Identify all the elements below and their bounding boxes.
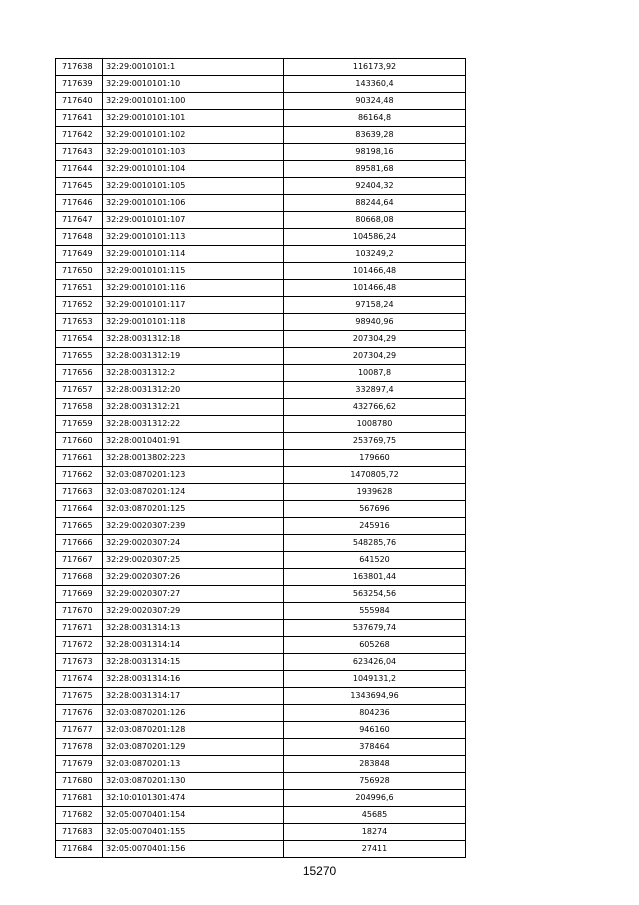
row-id-cell: 717675 xyxy=(56,688,103,705)
cadastral-number-cell: 32:29:0010101:100 xyxy=(103,93,284,110)
row-id-cell: 717668 xyxy=(56,569,103,586)
row-id-cell: 717679 xyxy=(56,756,103,773)
row-id-cell: 717677 xyxy=(56,722,103,739)
cadastral-value-cell: 163801,44 xyxy=(284,569,466,586)
cadastral-value-cell: 537679,74 xyxy=(284,620,466,637)
table-row xyxy=(56,586,466,603)
cadastral-number-cell: 32:29:0010101:103 xyxy=(103,144,284,161)
cadastral-value-cell: 45685 xyxy=(284,807,466,824)
cadastral-value-cell: 80668,08 xyxy=(284,212,466,229)
table-row xyxy=(56,382,466,399)
row-id-cell: 717648 xyxy=(56,229,103,246)
table-row xyxy=(56,824,466,841)
cadastral-number-cell: 32:29:0020307:27 xyxy=(103,586,284,603)
row-id-cell: 717643 xyxy=(56,144,103,161)
table-row xyxy=(56,841,466,858)
cadastral-value-cell: 207304,29 xyxy=(284,331,466,348)
cadastral-value-cell: 1343694,96 xyxy=(284,688,466,705)
row-id-cell: 717683 xyxy=(56,824,103,841)
cadastral-value-cell: 567696 xyxy=(284,501,466,518)
cadastral-value-cell: 605268 xyxy=(284,637,466,654)
cadastral-value-cell: 104586,24 xyxy=(284,229,466,246)
cadastral-number-cell: 32:29:0020307:24 xyxy=(103,535,284,552)
cadastral-number-cell: 32:29:0010101:101 xyxy=(103,110,284,127)
cadastral-value-cell: 98198,16 xyxy=(284,144,466,161)
cadastral-number-cell: 32:29:0010101:113 xyxy=(103,229,284,246)
row-id-cell: 717663 xyxy=(56,484,103,501)
cadastral-number-cell: 32:28:0031312:19 xyxy=(103,348,284,365)
table-row xyxy=(56,127,466,144)
table-row xyxy=(56,535,466,552)
cadastral-number-cell: 32:03:0870201:130 xyxy=(103,773,284,790)
cadastral-value-cell: 245916 xyxy=(284,518,466,535)
table-row xyxy=(56,671,466,688)
cadastral-number-cell: 32:29:0010101:118 xyxy=(103,314,284,331)
row-id-cell: 717639 xyxy=(56,76,103,93)
cadastral-value-cell: 378464 xyxy=(284,739,466,756)
cadastral-value-cell: 101466,48 xyxy=(284,263,466,280)
table-row xyxy=(56,756,466,773)
table-row xyxy=(56,807,466,824)
row-id-cell: 717664 xyxy=(56,501,103,518)
table-row xyxy=(56,501,466,518)
cadastral-number-cell: 32:29:0020307:239 xyxy=(103,518,284,535)
row-id-cell: 717665 xyxy=(56,518,103,535)
cadastral-number-cell: 32:28:0031314:17 xyxy=(103,688,284,705)
cadastral-value-cell: 204996,6 xyxy=(284,790,466,807)
cadastral-number-cell: 32:28:0010401:91 xyxy=(103,433,284,450)
cadastral-value-cell: 548285,76 xyxy=(284,535,466,552)
cadastral-number-cell: 32:29:0010101:105 xyxy=(103,178,284,195)
cadastral-value-cell: 1470805,72 xyxy=(284,467,466,484)
row-id-cell: 717670 xyxy=(56,603,103,620)
table-row xyxy=(56,484,466,501)
cadastral-value-cell: 1049131,2 xyxy=(284,671,466,688)
cadastral-number-cell: 32:29:0010101:115 xyxy=(103,263,284,280)
row-id-cell: 717680 xyxy=(56,773,103,790)
row-id-cell: 717641 xyxy=(56,110,103,127)
cadastral-number-cell: 32:29:0010101:104 xyxy=(103,161,284,178)
row-id-cell: 717654 xyxy=(56,331,103,348)
table-row xyxy=(56,416,466,433)
table-row xyxy=(56,59,466,76)
row-id-cell: 717678 xyxy=(56,739,103,756)
table-row xyxy=(56,110,466,127)
cadastral-value-cell: 90324,48 xyxy=(284,93,466,110)
row-id-cell: 717669 xyxy=(56,586,103,603)
row-id-cell: 717666 xyxy=(56,535,103,552)
table-row xyxy=(56,688,466,705)
cadastral-value-cell: 83639,28 xyxy=(284,127,466,144)
cadastral-number-cell: 32:28:0031314:13 xyxy=(103,620,284,637)
table-row xyxy=(56,569,466,586)
table-row xyxy=(56,144,466,161)
row-id-cell: 717673 xyxy=(56,654,103,671)
table-row xyxy=(56,348,466,365)
cadastral-value-cell: 88244,64 xyxy=(284,195,466,212)
row-id-cell: 717682 xyxy=(56,807,103,824)
row-id-cell: 717640 xyxy=(56,93,103,110)
table-row xyxy=(56,705,466,722)
cadastral-value-cell: 97158,24 xyxy=(284,297,466,314)
table-row xyxy=(56,433,466,450)
row-id-cell: 717650 xyxy=(56,263,103,280)
cadastral-value-cell: 563254,56 xyxy=(284,586,466,603)
cadastral-number-cell: 32:03:0870201:13 xyxy=(103,756,284,773)
cadastral-number-cell: 32:29:0020307:29 xyxy=(103,603,284,620)
cadastral-number-cell: 32:28:0031312:20 xyxy=(103,382,284,399)
cadastral-number-cell: 32:03:0870201:124 xyxy=(103,484,284,501)
table-row xyxy=(56,450,466,467)
table-row xyxy=(56,467,466,484)
cadastral-value-cell: 101466,48 xyxy=(284,280,466,297)
cadastral-number-cell: 32:29:0010101:116 xyxy=(103,280,284,297)
cadastral-number-cell: 32:29:0010101:107 xyxy=(103,212,284,229)
table-row xyxy=(56,178,466,195)
cadastral-number-cell: 32:28:0031312:22 xyxy=(103,416,284,433)
row-id-cell: 717638 xyxy=(56,59,103,76)
cadastral-number-cell: 32:29:0020307:26 xyxy=(103,569,284,586)
cadastral-value-cell: 92404,32 xyxy=(284,178,466,195)
row-id-cell: 717667 xyxy=(56,552,103,569)
cadastral-value-cell: 804236 xyxy=(284,705,466,722)
cadastral-number-cell: 32:29:0010101:1 xyxy=(103,59,284,76)
cadastral-number-cell: 32:29:0010101:117 xyxy=(103,297,284,314)
row-id-cell: 717655 xyxy=(56,348,103,365)
row-id-cell: 717651 xyxy=(56,280,103,297)
row-id-cell: 717672 xyxy=(56,637,103,654)
table-row xyxy=(56,518,466,535)
table-row xyxy=(56,229,466,246)
table-row xyxy=(56,603,466,620)
table-row xyxy=(56,93,466,110)
row-id-cell: 717656 xyxy=(56,365,103,382)
table-row xyxy=(56,195,466,212)
cadastral-number-cell: 32:05:0070401:156 xyxy=(103,841,284,858)
cadastral-number-cell: 32:03:0870201:126 xyxy=(103,705,284,722)
table-row xyxy=(56,263,466,280)
page-number: 15270 xyxy=(302,864,337,878)
cadastral-number-cell: 32:28:0031314:14 xyxy=(103,637,284,654)
table-row xyxy=(56,161,466,178)
cadastral-number-cell: 32:29:0020307:25 xyxy=(103,552,284,569)
row-id-cell: 717642 xyxy=(56,127,103,144)
cadastral-number-cell: 32:03:0870201:123 xyxy=(103,467,284,484)
cadastral-value-cell: 207304,29 xyxy=(284,348,466,365)
cadastral-value-cell: 18274 xyxy=(284,824,466,841)
table-row xyxy=(56,314,466,331)
row-id-cell: 717662 xyxy=(56,467,103,484)
table-row xyxy=(56,212,466,229)
row-id-cell: 717649 xyxy=(56,246,103,263)
table-row xyxy=(56,280,466,297)
table-body xyxy=(56,59,466,858)
row-id-cell: 717661 xyxy=(56,450,103,467)
row-id-cell: 717658 xyxy=(56,399,103,416)
cadastral-number-cell: 32:28:0031314:15 xyxy=(103,654,284,671)
row-id-cell: 717644 xyxy=(56,161,103,178)
row-id-cell: 717647 xyxy=(56,212,103,229)
table-row xyxy=(56,399,466,416)
row-id-cell: 717646 xyxy=(56,195,103,212)
cadastral-number-cell: 32:28:0013802:223 xyxy=(103,450,284,467)
cadastral-value-cell: 86164,8 xyxy=(284,110,466,127)
cadastral-number-cell: 32:28:0031312:21 xyxy=(103,399,284,416)
table-row xyxy=(56,331,466,348)
row-id-cell: 717681 xyxy=(56,790,103,807)
cadastral-value-cell: 27411 xyxy=(284,841,466,858)
cadastral-number-cell: 32:03:0870201:125 xyxy=(103,501,284,518)
cadastral-value-cell: 756928 xyxy=(284,773,466,790)
cadastral-value-cell: 253769,75 xyxy=(284,433,466,450)
table-row xyxy=(56,552,466,569)
cadastral-number-cell: 32:10:0101301:474 xyxy=(103,790,284,807)
table-row xyxy=(56,790,466,807)
cadastral-value-cell: 432766,62 xyxy=(284,399,466,416)
table-row xyxy=(56,76,466,93)
row-id-cell: 717659 xyxy=(56,416,103,433)
cadastral-value-cell: 1939628 xyxy=(284,484,466,501)
cadastral-number-cell: 32:05:0070401:155 xyxy=(103,824,284,841)
cadastral-value-cell: 332897,4 xyxy=(284,382,466,399)
cadastral-value-cell: 283848 xyxy=(284,756,466,773)
row-id-cell: 717674 xyxy=(56,671,103,688)
cadastral-value-cell: 98940,96 xyxy=(284,314,466,331)
table-row xyxy=(56,722,466,739)
table-row xyxy=(56,246,466,263)
cadastral-number-cell: 32:29:0010101:106 xyxy=(103,195,284,212)
cadastral-number-cell: 32:05:0070401:154 xyxy=(103,807,284,824)
table-row xyxy=(56,297,466,314)
cadastral-number-cell: 32:03:0870201:129 xyxy=(103,739,284,756)
row-id-cell: 717671 xyxy=(56,620,103,637)
row-id-cell: 717645 xyxy=(56,178,103,195)
table-row xyxy=(56,654,466,671)
cadastral-value-cell: 179660 xyxy=(284,450,466,467)
cadastral-value-cell: 946160 xyxy=(284,722,466,739)
cadastral-number-cell: 32:03:0870201:128 xyxy=(103,722,284,739)
table-row xyxy=(56,739,466,756)
cadastral-value-cell: 89581,68 xyxy=(284,161,466,178)
cadastral-value-cell: 10087,8 xyxy=(284,365,466,382)
cadastral-number-cell: 32:28:0031314:16 xyxy=(103,671,284,688)
table-row xyxy=(56,620,466,637)
row-id-cell: 717676 xyxy=(56,705,103,722)
cadastral-number-cell: 32:29:0010101:10 xyxy=(103,76,284,93)
row-id-cell: 717653 xyxy=(56,314,103,331)
row-id-cell: 717660 xyxy=(56,433,103,450)
cadastral-value-cell: 103249,2 xyxy=(284,246,466,263)
cadastral-number-cell: 32:28:0031312:2 xyxy=(103,365,284,382)
cadastral-value-table xyxy=(55,58,466,858)
cadastral-number-cell: 32:29:0010101:114 xyxy=(103,246,284,263)
cadastral-value-cell: 116173,92 xyxy=(284,59,466,76)
table-row xyxy=(56,637,466,654)
row-id-cell: 717684 xyxy=(56,841,103,858)
row-id-cell: 717657 xyxy=(56,382,103,399)
cadastral-value-cell: 623426,04 xyxy=(284,654,466,671)
table-row xyxy=(56,773,466,790)
cadastral-number-cell: 32:29:0010101:102 xyxy=(103,127,284,144)
row-id-cell: 717652 xyxy=(56,297,103,314)
cadastral-value-cell: 641520 xyxy=(284,552,466,569)
table-row xyxy=(56,365,466,382)
cadastral-number-cell: 32:28:0031312:18 xyxy=(103,331,284,348)
cadastral-value-cell: 555984 xyxy=(284,603,466,620)
cadastral-value-cell: 1008780 xyxy=(284,416,466,433)
cadastral-value-cell: 143360,4 xyxy=(284,76,466,93)
